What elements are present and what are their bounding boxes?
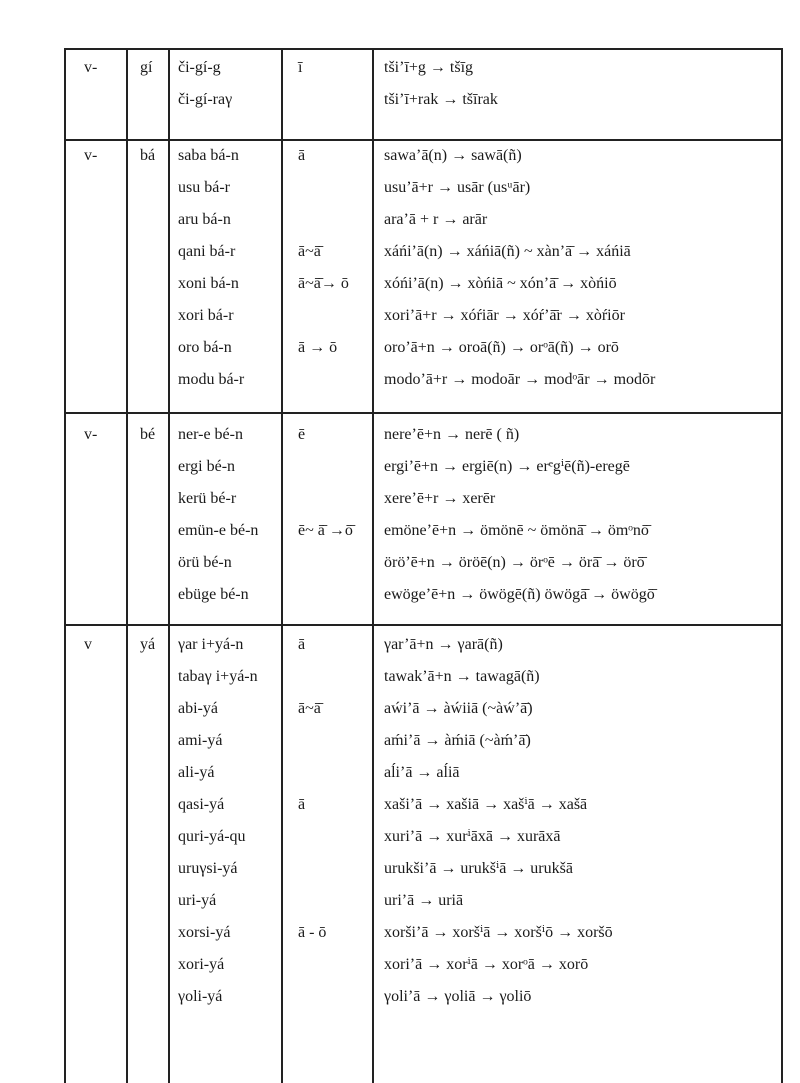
table-rule-col4 bbox=[281, 48, 283, 1083]
pos-label: v- bbox=[84, 147, 98, 164]
derivation: aĺi’ā → aĺiā bbox=[384, 764, 460, 781]
word-form: ebüge bé-n bbox=[178, 586, 249, 603]
derivation: xáńi’ā(n) → xáńiā(ñ) ~ xàn’ā̄ → xáńiā bbox=[384, 243, 631, 260]
word-form: ner-e bé-n bbox=[178, 426, 243, 443]
word-form: ali-yá bbox=[178, 764, 215, 781]
vowel-value: ā - ō bbox=[298, 924, 327, 941]
word-form: xori-yá bbox=[178, 956, 225, 973]
derivation: uri’ā → uriā bbox=[384, 892, 464, 909]
vowel-value: ā → ō bbox=[298, 339, 338, 356]
section-rule-1 bbox=[64, 139, 783, 141]
derivation: urukši’ā → urukšⁱā → urukšā bbox=[384, 860, 573, 877]
suffix-label: gí bbox=[140, 59, 153, 76]
word-form: ami-yá bbox=[178, 732, 223, 749]
word-form: γoli-yá bbox=[178, 988, 223, 1005]
word-form: quri-yá-qu bbox=[178, 828, 246, 845]
pos-label: v bbox=[84, 636, 92, 653]
word-form: qani bá-r bbox=[178, 243, 236, 260]
suffix-label: bá bbox=[140, 147, 156, 164]
suffix-label: yá bbox=[140, 636, 156, 653]
derivation: xaši’ā → xašiā → xašⁱā → xašā bbox=[384, 796, 588, 813]
table-rule-right bbox=[781, 48, 783, 1083]
derivation: γar’ā+n → γarā(ñ) bbox=[384, 636, 503, 653]
vowel-value: ā bbox=[298, 796, 306, 813]
word-form: xori bá-r bbox=[178, 307, 234, 324]
word-form: uri-yá bbox=[178, 892, 217, 909]
word-form: saba bá-n bbox=[178, 147, 239, 164]
derivation: aḿi’ā → àḿiā (~àḿ’ā̄) bbox=[384, 732, 531, 749]
derivation: tši’ī+g → tšīg bbox=[384, 59, 474, 76]
section-rule-3 bbox=[64, 624, 783, 626]
derivation: usu’ā+r → usār (usᵘār) bbox=[384, 179, 531, 196]
word-form: oro bá-n bbox=[178, 339, 232, 356]
section-rule-top bbox=[64, 48, 783, 50]
word-form: emün-e bé-n bbox=[178, 522, 259, 539]
word-form: γar i+yá-n bbox=[178, 636, 244, 653]
word-form: xorsi-yá bbox=[178, 924, 231, 941]
derivation: oro’ā+n → oroā(ñ) → orᵒā(ñ) → orō bbox=[384, 339, 619, 356]
pos-label: v- bbox=[84, 59, 98, 76]
derivation: nere’ē+n → nerē ( ñ) bbox=[384, 426, 520, 443]
derivation: xuri’ā → xurⁱāxā → xurāxā bbox=[384, 828, 561, 845]
word-form: ergi bé-n bbox=[178, 458, 236, 475]
derivation: tši’ī+rak → tšīrak bbox=[384, 91, 498, 108]
derivation: xóńi’ā(n) → xòńiā ~ xón’ā̄ → xòńiō bbox=[384, 275, 617, 292]
derivation: xori’ā+r → xóŕiār → xóŕ’ā̄r → xòŕiōr bbox=[384, 307, 625, 324]
word-form: tabaγ i+yá-n bbox=[178, 668, 258, 685]
word-form: örü bé-n bbox=[178, 554, 232, 571]
word-form: uruγsi-yá bbox=[178, 860, 238, 877]
word-form: usu bá-r bbox=[178, 179, 230, 196]
vowel-value: ā bbox=[298, 636, 306, 653]
derivation: xorši’ā → xoršⁱā → xoršⁱō → xoršō bbox=[384, 924, 613, 941]
vowel-value: ā bbox=[298, 147, 306, 164]
derivation: ergi’ē+n → ergiē(n) → erᵉgⁱē(ñ)-eregē bbox=[384, 458, 630, 475]
derivation: modo’ā+r → modoār → modᵒār → modōr bbox=[384, 371, 656, 388]
derivation: ara’ā + r → arār bbox=[384, 211, 488, 228]
word-form: abi-yá bbox=[178, 700, 218, 717]
pos-label: v- bbox=[84, 426, 98, 443]
vowel-value: ā~ā̄ bbox=[298, 243, 321, 260]
vowel-value: ā~ā̄ bbox=[298, 700, 321, 717]
derivation: xori’ā → xorⁱā → xorᵒā → xorō bbox=[384, 956, 589, 973]
section-rule-2 bbox=[64, 412, 783, 414]
table-rule-col5 bbox=[372, 48, 374, 1083]
word-form: či-gí-g bbox=[178, 59, 221, 76]
derivation: tawak’ā+n → tawagā(ñ) bbox=[384, 668, 540, 685]
word-form: xoni bá-n bbox=[178, 275, 239, 292]
derivation: γoli’ā → γoliā → γoliō bbox=[384, 988, 532, 1005]
derivation: sawa’ā(n) → sawā(ñ) bbox=[384, 147, 522, 164]
derivation: emöne’ē+n → ömönē ~ ömönā̄ → ömᵒnō̄ bbox=[384, 522, 649, 539]
table-rule-col2 bbox=[126, 48, 128, 1083]
derivation: ewöge’ē+n → öwögē(ñ) öwögā̄ → öwögō̄ bbox=[384, 586, 655, 603]
word-form: qasi-yá bbox=[178, 796, 225, 813]
vowel-value: ī bbox=[298, 59, 303, 76]
derivation: xere’ē+r → xerēr bbox=[384, 490, 496, 507]
word-form: či-gí-raγ bbox=[178, 91, 233, 108]
vowel-value: ē~ ā̄ →ō̄ bbox=[298, 522, 353, 539]
vowel-value: ē bbox=[298, 426, 306, 443]
word-form: kerü bé-r bbox=[178, 490, 237, 507]
suffix-label: bé bbox=[140, 426, 156, 443]
word-form: aru bá-n bbox=[178, 211, 231, 228]
derivation: örö’ē+n → öröē(n) → örᵒē → örā̄ → örō̄ bbox=[384, 554, 645, 571]
table-rule-col3 bbox=[168, 48, 170, 1083]
derivation: aẃi’ā → àẃiiā (~àẃ’ā̄) bbox=[384, 700, 533, 717]
vowel-value: ā~ā̄→ ō bbox=[298, 275, 349, 292]
word-form: modu bá-r bbox=[178, 371, 245, 388]
table-rule-left bbox=[64, 48, 66, 1083]
